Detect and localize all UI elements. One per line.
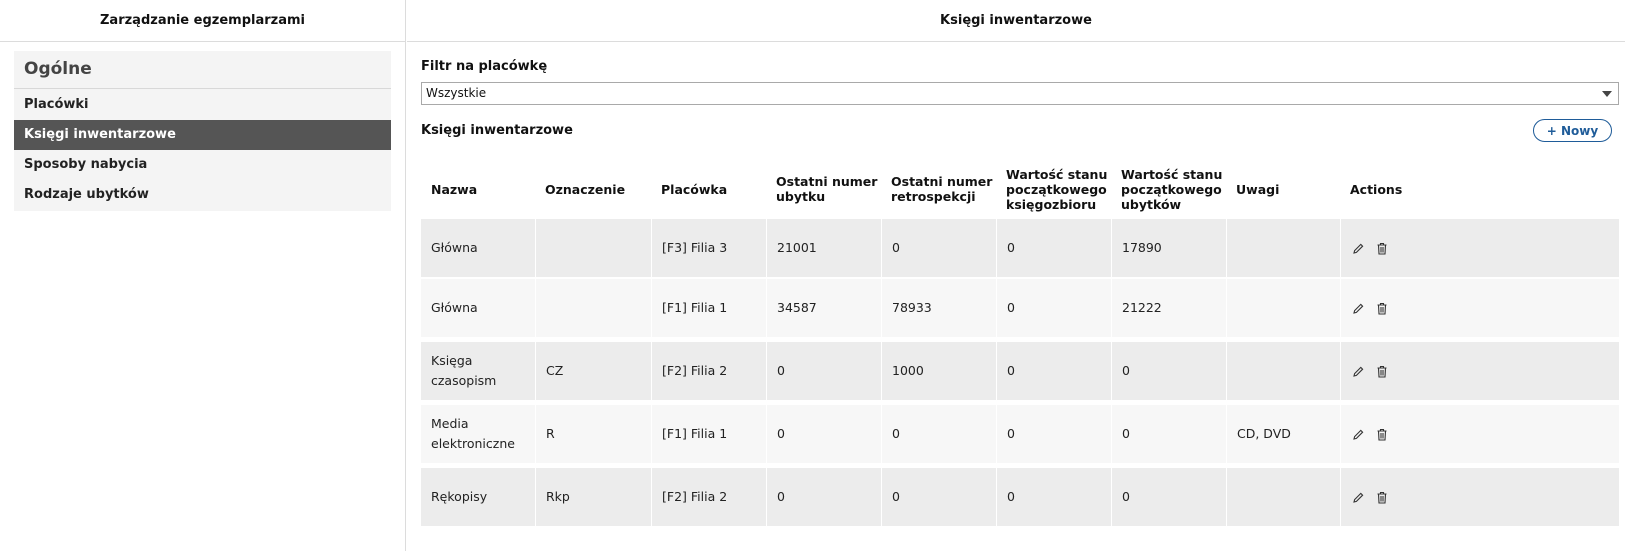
cell-oznaczenie: CZ xyxy=(535,342,651,400)
cell-uwagi xyxy=(1226,468,1340,526)
cell-ostatni-numer-ubytku: 0 xyxy=(766,405,881,463)
cell-nazwa: Media elektroniczne xyxy=(431,416,515,451)
cell-oznaczenie xyxy=(535,219,651,277)
cell-uwagi xyxy=(1226,279,1340,337)
cell-placowka: [F1] Filia 1 xyxy=(651,405,766,463)
sidebar-item-rodzaje-ubytkow[interactable]: Rodzaje ubytków xyxy=(24,187,149,202)
pencil-icon[interactable] xyxy=(1351,490,1365,504)
cell-actions xyxy=(1340,342,1619,400)
cell-wartosc-ubytkow: 21222 xyxy=(1111,279,1226,337)
cell-placowka: [F2] Filia 2 xyxy=(651,342,766,400)
column-header-wartosc-ubytkow: Wartość stanu początkowego ubytków xyxy=(1121,166,1223,212)
trash-icon[interactable] xyxy=(1375,490,1389,504)
cell-wartosc-ubytkow: 0 xyxy=(1111,342,1226,400)
sidebar-nav xyxy=(14,51,391,211)
table-row xyxy=(421,279,1619,337)
cell-wartosc-ubytkow: 0 xyxy=(1111,405,1226,463)
sidebar-item-sposoby-nabycia[interactable]: Sposoby nabycia xyxy=(24,157,148,172)
sidebar-item-placowki[interactable]: Placówki xyxy=(24,97,89,112)
cell-ostatni-numer-ubytku: 34587 xyxy=(766,279,881,337)
column-header-nazwa: Nazwa xyxy=(431,181,478,197)
cell-placowka: [F3] Filia 3 xyxy=(651,219,766,277)
cell-oznaczenie: Rkp xyxy=(535,468,651,526)
cell-uwagi xyxy=(1226,219,1340,277)
cell-ostatni-numer-retrospekcji: 78933 xyxy=(881,279,996,337)
column-header-oznaczenie: Oznaczenie xyxy=(545,181,626,197)
cell-actions xyxy=(1340,279,1619,337)
cell-ostatni-numer-retrospekcji: 0 xyxy=(881,219,996,277)
cell-oznaczenie: R xyxy=(535,405,651,463)
cell-wartosc-ksiegozbioru: 0 xyxy=(996,468,1111,526)
cell-placowka: [F1] Filia 1 xyxy=(651,279,766,337)
table-row xyxy=(421,342,1619,400)
cell-ostatni-numer-retrospekcji: 1000 xyxy=(881,342,996,400)
trash-icon[interactable] xyxy=(1375,301,1389,315)
trash-icon[interactable] xyxy=(1375,427,1389,441)
sidebar-item-ksiegi-inwentarzowe[interactable]: Księgi inwentarzowe xyxy=(14,120,391,150)
chevron-down-icon xyxy=(1602,91,1612,97)
pencil-icon[interactable] xyxy=(1351,301,1365,315)
cell-actions xyxy=(1340,468,1619,526)
page-title: Księgi inwentarzowe xyxy=(407,0,1625,42)
cell-nazwa: Rękopisy xyxy=(431,489,488,504)
pencil-icon[interactable] xyxy=(1351,364,1365,378)
column-header-ostatni-numer-retrospekcji: Ostatni numer retrospekcji xyxy=(891,174,993,204)
column-header-placowka: Placówka xyxy=(661,181,728,197)
section-title: Księgi inwentarzowe xyxy=(421,123,573,138)
sidebar-section-title: Ogólne xyxy=(24,59,92,79)
cell-oznaczenie xyxy=(535,279,651,337)
cell-ostatni-numer-retrospekcji: 0 xyxy=(881,468,996,526)
filter-selected-value: Wszystkie xyxy=(426,86,487,100)
branch-filter-select[interactable] xyxy=(421,82,1619,105)
left-panel-header: Zarządzanie egzemplarzami xyxy=(0,0,405,42)
trash-icon[interactable] xyxy=(1375,364,1389,378)
cell-nazwa: Główna xyxy=(431,300,478,315)
column-header-uwagi: Uwagi xyxy=(1236,181,1280,197)
cell-wartosc-ksiegozbioru: 0 xyxy=(996,279,1111,337)
trash-icon[interactable] xyxy=(1375,241,1389,255)
cell-wartosc-ksiegozbioru: 0 xyxy=(996,342,1111,400)
cell-ostatni-numer-retrospekcji: 0 xyxy=(881,405,996,463)
main-panel xyxy=(407,0,1625,551)
pencil-icon[interactable] xyxy=(1351,241,1365,255)
column-header-wartosc-ksiegozbioru: Wartość stanu początkowego księgozbioru xyxy=(1006,166,1108,212)
cell-ostatni-numer-ubytku: 0 xyxy=(766,468,881,526)
pencil-icon[interactable] xyxy=(1351,427,1365,441)
table-row xyxy=(421,405,1619,463)
cell-placowka: [F2] Filia 2 xyxy=(651,468,766,526)
cell-nazwa: Główna xyxy=(431,240,478,255)
cell-ostatni-numer-ubytku: 21001 xyxy=(766,219,881,277)
table-row xyxy=(421,219,1619,277)
table-header xyxy=(421,163,1619,215)
table-row xyxy=(421,468,1619,526)
cell-wartosc-ubytkow: 17890 xyxy=(1111,219,1226,277)
left-panel xyxy=(0,0,406,551)
cell-wartosc-ksiegozbioru: 0 xyxy=(996,405,1111,463)
divider xyxy=(14,88,391,89)
cell-uwagi: CD, DVD xyxy=(1226,405,1340,463)
cell-ostatni-numer-ubytku: 0 xyxy=(766,342,881,400)
filter-label: Filtr na placówkę xyxy=(421,59,548,74)
cell-actions xyxy=(1340,219,1619,277)
cell-wartosc-ubytkow: 0 xyxy=(1111,468,1226,526)
cell-wartosc-ksiegozbioru: 0 xyxy=(996,219,1111,277)
cell-uwagi xyxy=(1226,342,1340,400)
column-header-actions: Actions xyxy=(1350,181,1403,197)
new-button[interactable]: + Nowy xyxy=(1533,119,1612,142)
column-header-ostatni-numer-ubytku: Ostatni numer ubytku xyxy=(776,174,878,204)
cell-actions xyxy=(1340,405,1619,463)
cell-nazwa: Księga czasopism xyxy=(431,353,497,388)
